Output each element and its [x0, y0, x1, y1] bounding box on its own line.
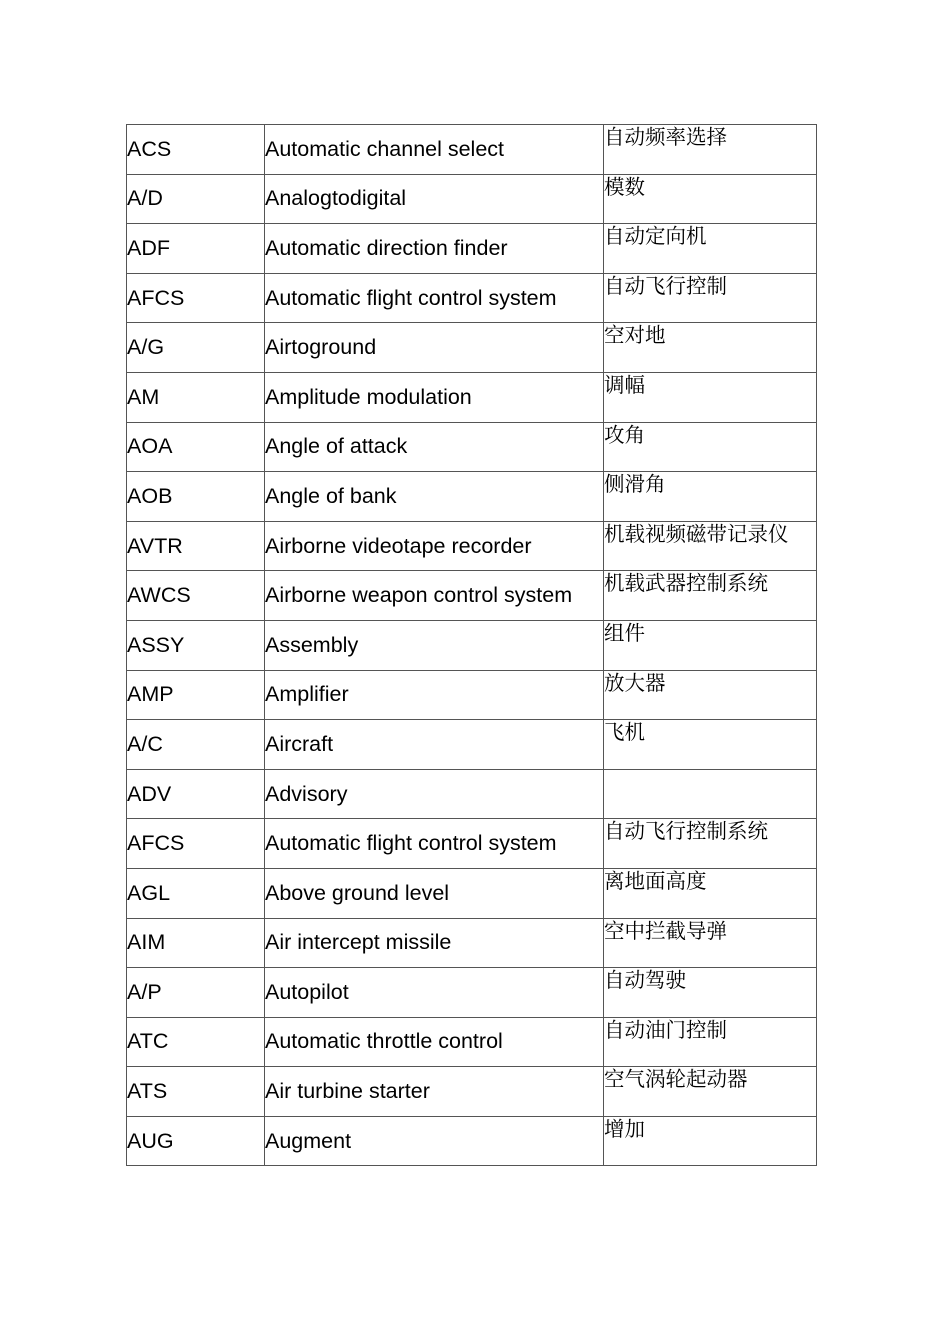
term-cell: Assembly	[265, 620, 604, 670]
abbreviation-cell: AVTR	[127, 521, 265, 571]
translation-cell: 放大器	[604, 670, 817, 720]
abbreviation-cell: A/G	[127, 323, 265, 373]
abbreviation-cell: AOA	[127, 422, 265, 472]
abbreviation-cell: ACS	[127, 125, 265, 175]
table-row	[127, 769, 817, 819]
translation-cell: 空气涡轮起动器	[604, 1067, 817, 1117]
translation-cell	[604, 769, 817, 819]
translation-cell: 增加	[604, 1116, 817, 1166]
table-row	[127, 521, 817, 571]
abbreviation-cell: A/C	[127, 720, 265, 770]
term-cell: Angle of attack	[265, 422, 604, 472]
term-cell: Autopilot	[265, 968, 604, 1018]
table-row	[127, 273, 817, 323]
abbreviation-cell: ASSY	[127, 620, 265, 670]
term-cell: Automatic flight control system	[265, 819, 604, 869]
translation-cell: 组件	[604, 620, 817, 670]
term-cell: Advisory	[265, 769, 604, 819]
term-cell: Automatic channel select	[265, 125, 604, 175]
table-row	[127, 1017, 817, 1067]
table-row	[127, 1116, 817, 1166]
translation-cell: 调幅	[604, 372, 817, 422]
table-row	[127, 174, 817, 224]
translation-cell: 自动飞行控制	[604, 273, 817, 323]
term-cell: Angle of bank	[265, 472, 604, 522]
abbreviation-cell: AFCS	[127, 819, 265, 869]
table-row	[127, 224, 817, 274]
table-row	[127, 819, 817, 869]
translation-cell: 自动定向机	[604, 224, 817, 274]
term-cell: Automatic flight control system	[265, 273, 604, 323]
term-cell: Augment	[265, 1116, 604, 1166]
abbreviation-cell: AOB	[127, 472, 265, 522]
translation-cell: 侧滑角	[604, 472, 817, 522]
table-row	[127, 968, 817, 1018]
table-row	[127, 472, 817, 522]
term-cell: Airborne videotape recorder	[265, 521, 604, 571]
abbreviation-cell: AMP	[127, 670, 265, 720]
abbreviation-cell: AGL	[127, 868, 265, 918]
abbreviation-cell: A/P	[127, 968, 265, 1018]
term-cell: Amplitude modulation	[265, 372, 604, 422]
table-row	[127, 1067, 817, 1117]
term-cell: Aircraft	[265, 720, 604, 770]
translation-cell: 空中拦截导弹	[604, 918, 817, 968]
translation-cell: 自动频率选择	[604, 125, 817, 175]
translation-cell: 攻角	[604, 422, 817, 472]
table-row	[127, 918, 817, 968]
abbreviation-cell: ATC	[127, 1017, 265, 1067]
table-row	[127, 372, 817, 422]
term-cell: Automatic throttle control	[265, 1017, 604, 1067]
table-row	[127, 720, 817, 770]
translation-cell: 自动驾驶	[604, 968, 817, 1018]
term-cell: Amplifier	[265, 670, 604, 720]
term-cell: Airtoground	[265, 323, 604, 373]
table-row	[127, 620, 817, 670]
table-row	[127, 571, 817, 621]
abbreviation-cell: ADF	[127, 224, 265, 274]
abbreviation-cell: AM	[127, 372, 265, 422]
translation-cell: 空对地	[604, 323, 817, 373]
table-row	[127, 323, 817, 373]
term-cell: Air turbine starter	[265, 1067, 604, 1117]
term-cell: Automatic direction finder	[265, 224, 604, 274]
abbreviation-cell: AIM	[127, 918, 265, 968]
term-cell: Above ground level	[265, 868, 604, 918]
abbreviation-cell: AUG	[127, 1116, 265, 1166]
translation-cell: 机载武器控制系统	[604, 571, 817, 621]
term-cell: Air intercept missile	[265, 918, 604, 968]
abbreviation-cell: AWCS	[127, 571, 265, 621]
term-cell: Airborne weapon control system	[265, 571, 604, 621]
abbreviation-cell: AFCS	[127, 273, 265, 323]
translation-cell: 自动飞行控制系统	[604, 819, 817, 869]
table-row	[127, 125, 817, 175]
table-row	[127, 868, 817, 918]
abbreviation-cell: A/D	[127, 174, 265, 224]
term-cell: Analogtodigital	[265, 174, 604, 224]
translation-cell: 离地面高度	[604, 868, 817, 918]
translation-cell: 自动油门控制	[604, 1017, 817, 1067]
abbreviation-table	[126, 124, 817, 1166]
translation-cell: 模数	[604, 174, 817, 224]
translation-cell: 飞机	[604, 720, 817, 770]
abbreviation-cell: ADV	[127, 769, 265, 819]
abbreviation-cell: ATS	[127, 1067, 265, 1117]
table-row	[127, 422, 817, 472]
translation-cell: 机载视频磁带记录仪	[604, 521, 817, 571]
table-row	[127, 670, 817, 720]
